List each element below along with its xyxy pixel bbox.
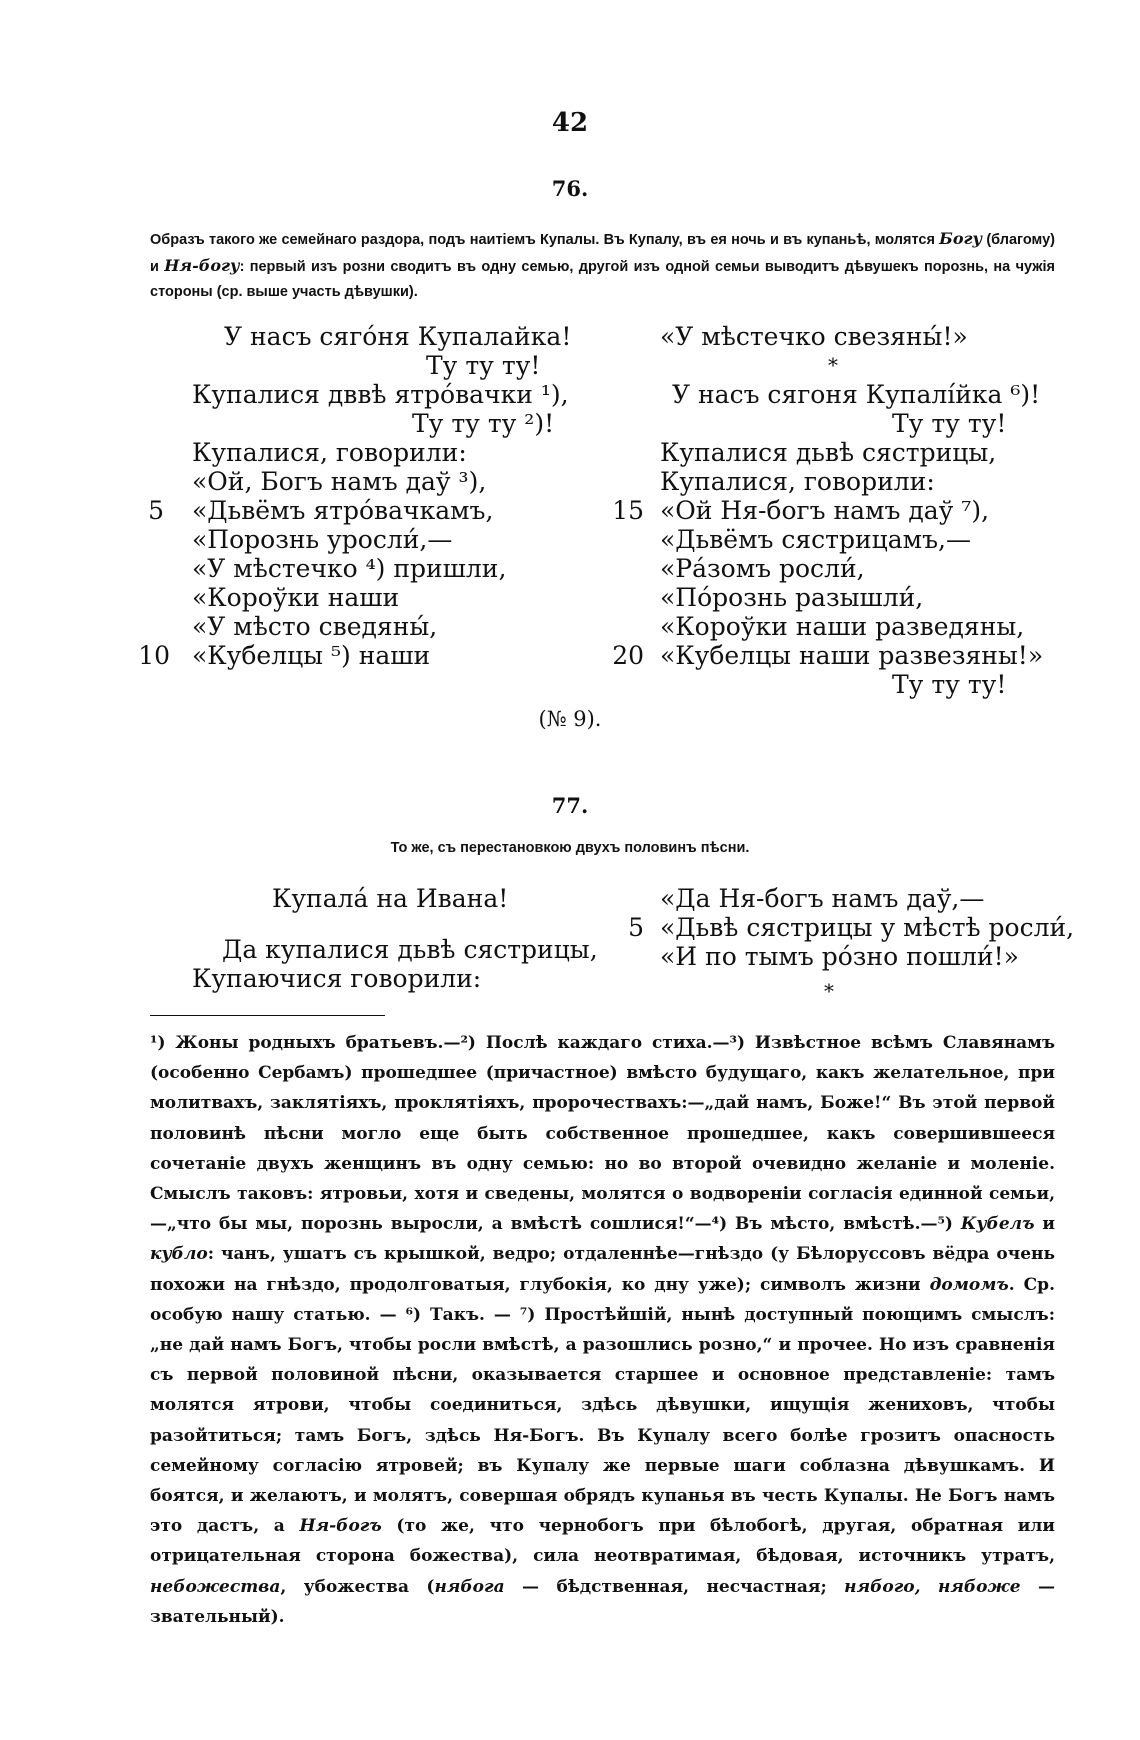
asterism: * [824, 979, 834, 1003]
verse-text: «Дьвёмъ сястрицамъ,— [660, 525, 971, 554]
footnote-italic: нябого, нябоже [844, 1576, 1021, 1597]
verse-text: «Кубелцы наши развезяны!» [660, 641, 1044, 670]
source-reference: (№ 9). [538, 707, 602, 731]
line-number: 20 [612, 641, 644, 670]
footnote-italic: небожества [150, 1576, 281, 1597]
song-77-caption: То же, съ перестановкою двухъ половинъ пѣсни. [390, 840, 750, 856]
song-76-left-column [138, 322, 572, 670]
footnotes [150, 1028, 1055, 1632]
verse-line [140, 935, 598, 964]
verse-line [600, 409, 1070, 438]
intro-text: : первый изъ розни сводитъ въ одну семью, другой изъ одной семьи выводитъ дѣвушекъ порознь, на чужія стороны (ср. выше участь дѣвушки). [150, 259, 1055, 300]
verse-text: «Короўки наши [192, 583, 400, 612]
verse-line [600, 322, 1070, 351]
footnote-text: ¹) Жоны родныхъ братьевъ.—²) Послѣ каждаго стиха.—³) Извѣстное всѣмъ Славянамъ (особенно Сербамъ) прошедшее (причастное) вмѣсто будущаго, какъ желательное, при молитвахъ, заклятіяхъ, проклятіяхъ, пророчествахъ:—„дай намъ, Боже!“ Въ этой первой половинѣ пѣсни могло еще быть собственное прошедшее, какъ совершившееся сочетаніе двухъ женщинъ въ одну семью: но во второй очевидно желаніе и моленіе. Смыслъ таковъ: ятровьи, хотя и сведены, молятся о водвореніи согласія единной семьи,—„что бы мы, порознь выросли, а вмѣстѣ сошлися!“—⁴) Въ мѣсто, вмѣстѣ.—⁵) [150, 1033, 1055, 1235]
verse-line [600, 525, 1070, 554]
line-number: 5 [628, 913, 644, 942]
footnote-rule [150, 1015, 385, 1016]
line-number: 10 [138, 641, 170, 670]
verse-text: Купала́ на Ивана! [272, 884, 509, 913]
verse-text: «Кубелцы ⁵) наши [192, 641, 431, 670]
verse-line [600, 467, 1070, 496]
verse-text: «У мѣстечко ⁴) пришли, [192, 554, 507, 583]
verse-text: Купалися, говорили: [660, 467, 935, 496]
verse-line [140, 525, 560, 554]
verse-line [140, 913, 580, 935]
verse-line [600, 438, 1070, 467]
verse-line [140, 380, 569, 409]
footnote-text: (то же, что чернобогъ при бѣлобогѣ, другая, обратная или отрицательная сторона божества), сила неотвратимая, бѣдовая, источникъ утратъ, [150, 1516, 1056, 1567]
verse-line [600, 670, 1070, 699]
verse-text: Купалися дьвѣ сястрицы, [660, 438, 997, 467]
verse-line [140, 612, 560, 641]
verse-line [600, 612, 1070, 641]
verse-text: Да купалися дьвѣ сястрицы, [222, 935, 598, 964]
verse-line [140, 554, 560, 583]
verse-text: Ту ту ту! [892, 409, 1007, 438]
verse-line [140, 438, 560, 467]
verse-text: У насъ сягóня Купалайка! [224, 322, 572, 351]
verse-text: «Ой Ня-богъ намъ даў ⁷), [660, 496, 990, 525]
footnote-text: . Ср. особую нашу статью. — ⁶) Такъ. — ⁷) Простѣйшій, нынѣ доступный поющимъ смыслъ: „не дай намъ Богъ, чтобы росли вмѣстѣ, а разошлись розно,“ и прочее. Но изъ сравненія съ первой половиной пѣсни, оказывается старшее и основное представленіе: тамъ молятся ятрови, чтобы соединиться, здѣсь дѣвушки, ищущія жениховъ, чтобы разойтиться; тамъ Богъ, здѣсь Ня-Богъ. Въ Купалу всего болѣе грозитъ опасность семейному согласію ятровей; въ Купалу же первые шаги соблазна дѣвушкамъ. И боятся, и желаютъ, и молятъ, совершая обрядъ купанья въ честь Купалы. Не Богъ намъ это дастъ, а [150, 1274, 1055, 1537]
verse-text: «Рáзомъ росли́, [660, 554, 865, 583]
song-76-intro [150, 226, 1055, 305]
verse-text: «Пóрознь разышли́, [660, 583, 924, 612]
verse-line [140, 641, 560, 670]
verse-text: Ту ту ту ²)! [412, 409, 555, 438]
verse-text: «И по тымъ рóзно пошли́!» [660, 942, 1019, 971]
intro-text: Образъ такого же семейнаго раздора, подъ наитіемъ Купалы. Въ Купалу, въ ея ночь и въ купаньѣ, молятся [150, 232, 940, 248]
verse-line [140, 351, 560, 380]
song-77-left-column [140, 884, 598, 993]
verse-text: Купалися, говорили: [192, 438, 467, 467]
footnote-text: , убожества ( [280, 1576, 435, 1597]
line-number: 15 [612, 496, 644, 525]
verse-line [600, 583, 1070, 612]
asterism: * [828, 353, 838, 377]
intro-text: (благому) и [150, 232, 1055, 275]
verse-text: «Да Ня-богъ намъ даў,— [660, 884, 985, 913]
verse-text: Ту ту ту! [892, 670, 1007, 699]
verse-line [600, 641, 1070, 670]
line-number: 5 [148, 496, 164, 525]
footnote-text: и [1034, 1214, 1055, 1235]
footnote-text: — бѣдственная, несчастная; [504, 1576, 845, 1597]
verse-text: «Ой, Богъ намъ даў ³), [192, 467, 487, 496]
song-76-right-column [600, 322, 1070, 699]
footnote-text: : чанъ, ушатъ съ крышкой, ведро; отдаленнѣе—гнѣздо (у Бѣлоруссовъ вёдра очень похожи на гнѣздо, продолговатыя, глубокія, ко дну уже); символъ жизни [150, 1244, 1055, 1295]
footnote-text: — звательный). [150, 1576, 1055, 1627]
verse-line [140, 496, 560, 525]
verse-line [140, 884, 580, 913]
footnote-italic: домомъ [929, 1274, 1009, 1295]
verse-line [600, 913, 1075, 942]
verse-text: У насъ сягоня Купалі́йка ⁶)! [672, 380, 1041, 409]
verse-line [600, 884, 1070, 913]
verse-line [600, 942, 1070, 971]
verse-line [600, 380, 1070, 409]
verse-line [600, 496, 1070, 525]
verse-text: Ту ту ту! [426, 351, 541, 380]
verse-text: Купалися дввѣ ятрóвачки ¹), [192, 380, 569, 409]
verse-text: «Дьвѣ сястрицы у мѣстѣ росли́, [660, 913, 1075, 942]
verse-line [140, 322, 572, 351]
verse-text: «Порознь уросли́,— [192, 525, 453, 554]
verse-line [600, 971, 1070, 1003]
verse-line [140, 583, 560, 612]
verse-text: Купаючися говорили: [192, 964, 482, 993]
verse-line [140, 964, 580, 993]
verse-text: «Короўки наши разведяны, [660, 612, 1025, 641]
verse-line [600, 351, 1070, 380]
verse-line [140, 467, 560, 496]
verse-text: «У мѣстечко свезяны́!» [660, 322, 968, 351]
footnote-italic: Кубелъ [960, 1214, 1035, 1235]
song-77-right-column [600, 884, 1075, 1003]
footnote-italic: нябога [434, 1576, 505, 1597]
verse-text: «У мѣсто сведяны́, [192, 612, 438, 641]
verse-line [600, 554, 1070, 583]
intro-italic: Богу [939, 229, 983, 248]
song-number-76: 76. [551, 176, 589, 201]
verse-line [140, 409, 560, 438]
footnote-italic: кубло [150, 1244, 208, 1265]
footnote-italic: Ня-богъ [299, 1516, 382, 1537]
page-number: 42 [551, 108, 589, 138]
verse-text: «Дьвёмъ ятрóвачкамъ, [192, 496, 494, 525]
intro-italic: Ня-богу [164, 256, 240, 275]
song-number-77: 77. [551, 793, 589, 818]
